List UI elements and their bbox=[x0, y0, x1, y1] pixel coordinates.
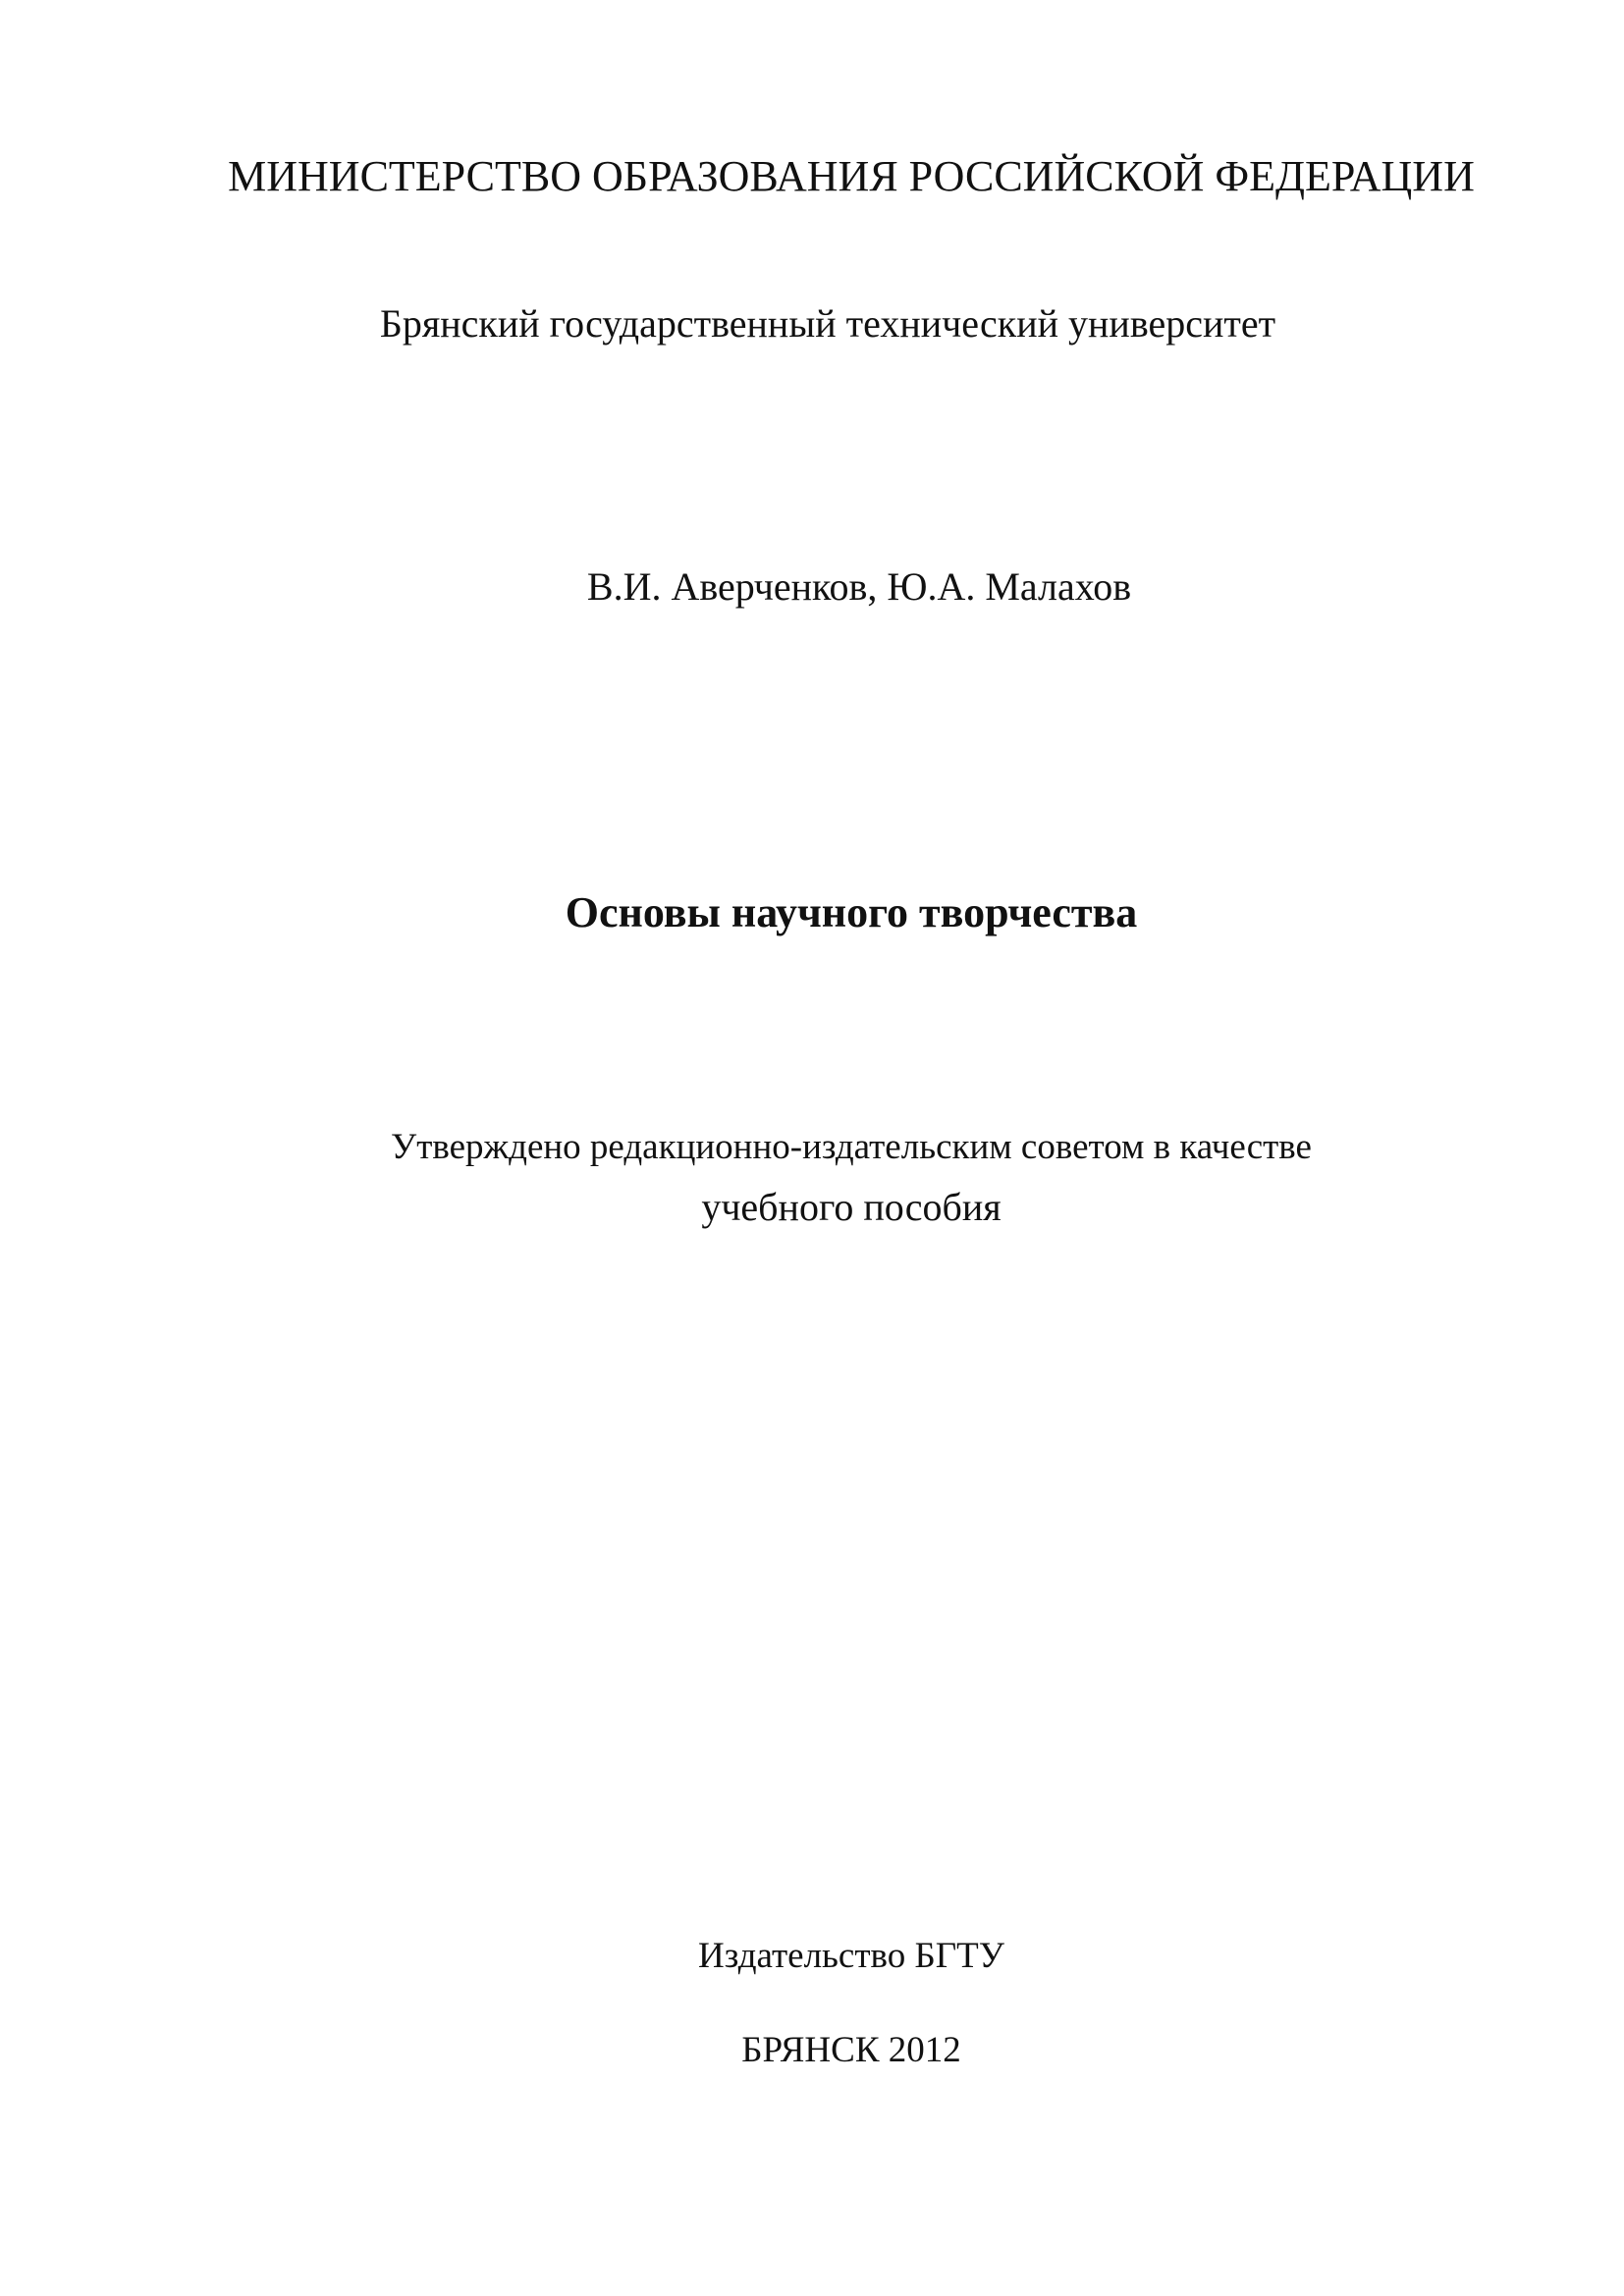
ministry-heading: МИНИСТЕРСТВО ОБРАЗОВАНИЯ РОССИЙСКОЙ ФЕДЕРАЦИИ bbox=[228, 152, 1475, 200]
university-name: Брянский государственный технический университет bbox=[379, 301, 1276, 346]
approval-line-2: учебного пособия bbox=[701, 1185, 1001, 1229]
publisher: Издательство БГТУ bbox=[698, 1936, 1004, 1976]
approval-line-1: Утверждено редакционно-издательским советом в качестве bbox=[391, 1127, 1312, 1167]
authors: В.И. Аверченков, Ю.А. Малахов bbox=[586, 564, 1132, 609]
book-title: Основы научного творчества bbox=[565, 888, 1138, 936]
city-year: БРЯНСК 2012 bbox=[741, 2030, 961, 2070]
